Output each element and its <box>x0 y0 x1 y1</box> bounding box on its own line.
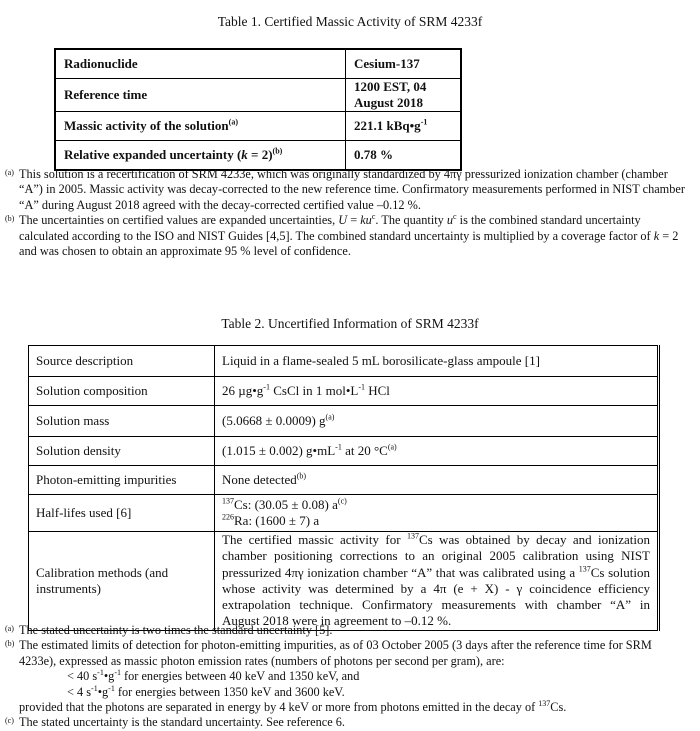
text-segment: . The quantity <box>375 213 447 228</box>
text-segment: The stated uncertainty is the standard uncertainty. See reference 6. <box>19 715 345 730</box>
text-segment: This solution is a recertification of SRM 4233e, which was originally standardized by 4πγ pressurized ionization chamber (chamber “A”) in 2005. Massic activity was decay-corrected to the new reference time. Confirmatory measurements performed in NIST chamber “A” during August 2018 agreed with the decay-corrected certified value –0.12 %. <box>19 167 685 212</box>
text-segment: Solution composition <box>36 383 148 398</box>
table-row <box>55 141 461 171</box>
text-segment: •g <box>103 669 115 684</box>
row-value <box>215 406 659 437</box>
row-value <box>215 377 659 406</box>
row-label <box>29 495 215 532</box>
table-row <box>55 79 461 112</box>
table-row <box>55 49 461 79</box>
text-segment: Cs solution whose activity was determined by a 4π (e + X) - γ coincidence efficiency extrapolation technique. Confirmatory measurements with chamber “A” in August 2018 were in agreement to –0.12 %. <box>222 564 650 629</box>
superscript: 137 <box>578 564 591 574</box>
row-label <box>29 406 215 437</box>
footnote-marker: (a) <box>5 624 14 633</box>
footnote-marker: (a) <box>5 168 14 177</box>
text-segment: 221.1 kBq•g <box>354 118 421 133</box>
row-value <box>215 346 659 377</box>
superscript: 137 <box>538 698 551 708</box>
text-segment: < 40 s <box>67 669 98 684</box>
row-label <box>29 346 215 377</box>
text-segment: Photon-emitting impurities <box>36 472 177 487</box>
row-value <box>346 141 462 171</box>
superscript: -1 <box>263 382 270 392</box>
text-segment: Source description <box>36 353 134 368</box>
superscript: (a) <box>387 442 397 452</box>
superscript: 137 <box>222 496 234 506</box>
text-segment: k <box>653 228 660 243</box>
text-segment: Reference time <box>64 87 148 102</box>
text-segment: Cs: (30.05 ± 0.08) a <box>234 497 338 512</box>
footnote <box>5 167 685 213</box>
text-segment: < 4 s <box>67 684 92 699</box>
footnote-marker: (b) <box>5 214 15 224</box>
text-segment: = 2) <box>247 147 273 162</box>
text-segment: The uncertainties on certified values are expanded uncertainties, <box>19 213 339 228</box>
text-segment: for energies between 40 keV and 1350 keV, and <box>120 669 360 684</box>
text-segment: Calibration methods (and instruments) <box>36 564 169 596</box>
footnote <box>5 623 685 638</box>
text-segment: 26 µg•g <box>222 383 264 398</box>
text-segment: The certified massic activity for <box>222 532 407 547</box>
text-segment: 0.78 % <box>354 147 393 162</box>
superscript: 137 <box>406 531 419 541</box>
text-segment: is the combined standard uncertainty calculated according to the ISO and NIST Guides [4,5]. The combined standard uncertainty is multiplied by a coverage factor of <box>19 213 654 243</box>
text-segment: Ra: (1600 ± 7) a <box>234 513 320 528</box>
text-segment: Half-lifes used [6] <box>36 505 132 520</box>
table1-title: Table 1. Certified Massic Activity of SRM 4233f <box>217 14 483 29</box>
table2-title: Table 2. Uncertified Information of SRM 4233f <box>221 316 479 331</box>
text-segment: The stated uncertainty is two times the standard uncertainty [5]. <box>19 623 333 637</box>
superscript: -1 <box>114 668 121 678</box>
row-label <box>29 466 215 495</box>
text-segment: Cs. <box>550 700 567 715</box>
superscript: -1 <box>108 683 115 693</box>
footnote <box>5 700 685 715</box>
row-label <box>55 141 346 171</box>
superscript: -1 <box>335 442 342 452</box>
text-segment: ku <box>360 213 372 228</box>
table-row <box>29 346 659 377</box>
footnote-marker: (b) <box>5 639 15 649</box>
row-value <box>346 79 462 112</box>
text-segment: Solution density <box>36 443 121 458</box>
table-row <box>29 377 659 406</box>
row-value <box>346 112 462 141</box>
certified-values-table <box>54 48 462 171</box>
text-segment: (1.015 ± 0.002) g•mL <box>222 443 336 458</box>
row-label <box>55 79 346 112</box>
text-segment: at 20 °C <box>341 443 388 458</box>
row-label <box>55 112 346 141</box>
text-segment: U <box>338 213 348 228</box>
table-row <box>29 437 659 466</box>
footnote-marker: (c) <box>5 716 14 726</box>
text-segment: provided that the photons are separated in energy by 4 keV or more from photons emitted in the decay of <box>19 700 539 715</box>
table-row <box>29 466 659 495</box>
superscript: -1 <box>358 382 365 392</box>
superscript: -1 <box>420 117 428 127</box>
text-segment: HCl <box>364 383 390 398</box>
row-value <box>215 495 659 532</box>
row-value <box>215 532 659 631</box>
table-row <box>29 406 659 437</box>
superscript: -1 <box>91 683 98 693</box>
superscript: c <box>453 212 457 222</box>
text-segment: None detected <box>222 472 297 487</box>
superscript: -1 <box>97 668 104 678</box>
text-segment: •g <box>97 684 109 699</box>
row-label <box>55 49 346 79</box>
footnote <box>5 638 685 669</box>
row-label <box>29 437 215 466</box>
table-row <box>29 495 659 532</box>
superscript: (b) <box>272 146 283 156</box>
row-value <box>215 466 659 495</box>
text-segment: 1200 EST, 04 August 2018 <box>354 79 427 110</box>
row-value <box>346 49 462 79</box>
text-segment: Solution mass <box>36 413 110 428</box>
superscript: c <box>371 212 376 222</box>
table-row <box>29 532 659 631</box>
row-value <box>215 437 659 466</box>
text-segment: Cesium-137 <box>354 56 420 71</box>
table-row <box>55 112 461 141</box>
superscript: (a) <box>228 117 238 127</box>
superscript: 226 <box>222 512 234 522</box>
text-segment: Cs was obtained by decay and ionization chamber positioning corrections to an original 2005 calibration using NIST pressurized 4πγ ionization chamber “A” that was calibrated using a <box>222 532 651 580</box>
superscript: (b) <box>296 471 307 481</box>
text-segment: Radionuclide <box>64 56 138 71</box>
table1-footnotes <box>5 167 685 259</box>
footnote <box>5 685 685 700</box>
footnote <box>5 213 685 259</box>
text-segment: The estimated limits of detection for photon-emitting impurities, as of 03 October 2005 (3 days after the reference time for SRM 4233e), expressed as massic photon emission rates (numbers of photons per second per gram), are: <box>19 638 652 668</box>
table2-footnotes <box>5 623 685 731</box>
text-segment: k <box>241 147 248 162</box>
text-segment: CsCl in 1 mol•L <box>269 383 359 398</box>
uncertified-info-table <box>28 345 660 631</box>
text-segment: (5.0668 ± 0.0009) g <box>222 413 326 428</box>
text-segment: u <box>446 213 454 228</box>
superscript: (c) <box>337 496 347 506</box>
superscript: (a) <box>325 412 335 422</box>
text-segment: = <box>347 213 361 228</box>
text-segment: = 2 and was chosen to obtain an approximate 95 % level of confidence. <box>19 228 679 259</box>
footnote <box>5 669 685 684</box>
text-segment: Massic activity of the solution <box>64 118 229 133</box>
row-label <box>29 377 215 406</box>
text-segment: for energies between 1350 keV and 3600 keV. <box>114 684 345 699</box>
text-segment: Liquid in a flame-sealed 5 mL borosilicate-glass ampoule [1] <box>222 353 540 368</box>
text-segment: Relative expanded uncertainty ( <box>64 147 242 162</box>
row-label <box>29 532 215 631</box>
footnote <box>5 715 685 730</box>
